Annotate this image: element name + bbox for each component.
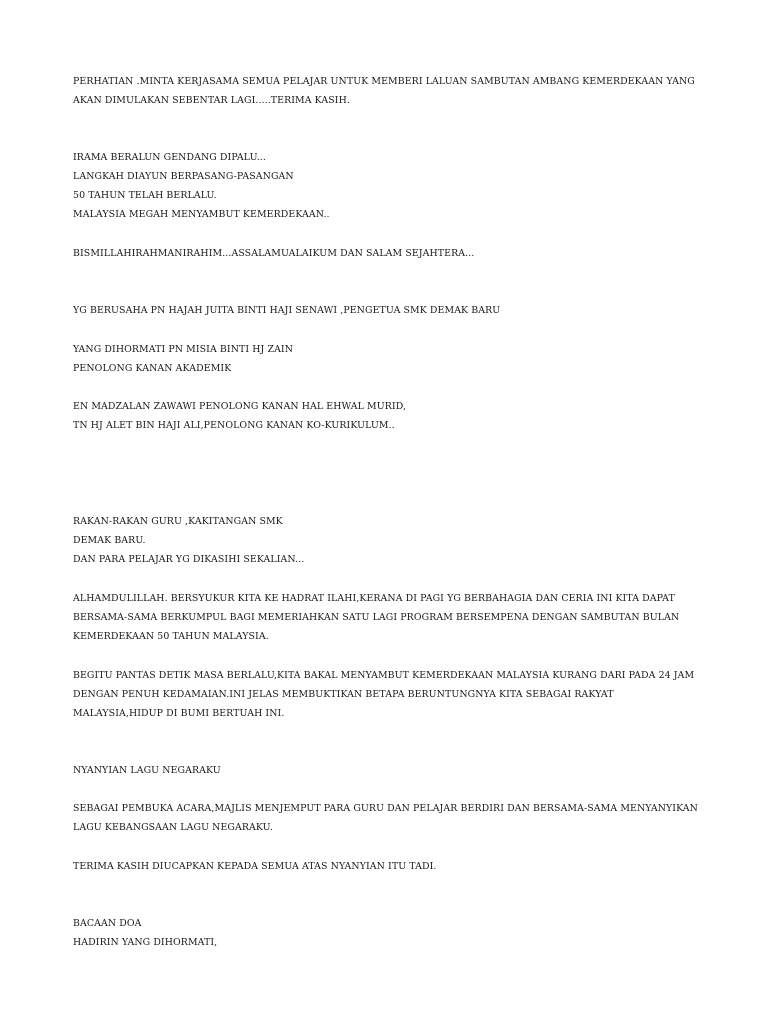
- document-line: YG BERUSAHA PN HAJAH JUITA BINTI HAJI SENAWI ,PENGETUA SMK DEMAK BARU: [73, 305, 501, 316]
- document-line: MALAYSIA MEGAH MENYAMBUT KEMERDEKAAN..: [73, 209, 330, 220]
- document-line: 50 TAHUN TELAH BERLALU.: [73, 190, 217, 201]
- document-line: DENGAN PENUH KEDAMAIAN.INI JELAS MEMBUKTIKAN BETAPA BERUNTUNGNYA KITA SEBAGAI RAKYAT: [73, 689, 614, 700]
- document-line: MALAYSIA,HIDUP DI BUMI BERTUAH INI.: [73, 708, 285, 719]
- document-line: DEMAK BARU.: [73, 535, 146, 546]
- document-line: IRAMA BERALUN GENDANG DIPALU...: [73, 152, 266, 163]
- document-line: LAGU KEBANGSAAN LAGU NEGARAKU.: [73, 822, 273, 833]
- document-line: TN HJ ALET BIN HAJI ALI,PENOLONG KANAN KO-KURIKULUM..: [73, 420, 395, 431]
- document-line: DAN PARA PELAJAR YG DIKASIHI SEKALIAN...: [73, 554, 305, 565]
- document-line: BERSAMA-SAMA BERKUMPUL BAGI MEMERIAHKAN SATU LAGI PROGRAM BERSEMPENA DENGAN SAMBUTAN BULAN: [73, 612, 680, 623]
- document-line: PENOLONG KANAN AKADEMIK: [73, 363, 232, 374]
- document-line: ALHAMDULILLAH. BERSYUKUR KITA KE HADRAT ILAHI,KERANA DI PAGI YG BERBAHAGIA DAN CERIA INI KITA DAPAT: [73, 593, 675, 604]
- document-line: BISMILLAHIRAHMANIRAHIM...ASSALAMUALAIKUM DAN SALAM SEJAHTERA...: [73, 248, 475, 259]
- document-line: PERHATIAN .MINTA KERJASAMA SEMUA PELAJAR UNTUK MEMBERI LALUAN SAMBUTAN AMBANG KEMERDEKAAN YANG: [73, 76, 695, 87]
- document-line: NYANYIAN LAGU NEGARAKU: [73, 765, 221, 776]
- document-line: TERIMA KASIH DIUCAPKAN KEPADA SEMUA ATAS NYANYIAN ITU TADI.: [73, 861, 437, 872]
- document-line: SEBAGAI PEMBUKA ACARA,MAJLIS MENJEMPUT PARA GURU DAN PELAJAR BERDIRI DAN BERSAMA-SAMA MENYANYIKAN: [73, 803, 698, 814]
- document-line: EN MADZALAN ZAWAWI PENOLONG KANAN HAL EHWAL MURID,: [73, 401, 407, 412]
- document-line: LANGKAH DIAYUN BERPASANG-PASANGAN: [73, 171, 294, 182]
- document-line: YANG DIHORMATI PN MISIA BINTI HJ ZAIN: [73, 344, 294, 355]
- document-line: BEGITU PANTAS DETIK MASA BERLALU,KITA BAKAL MENYAMBUT KEMERDEKAAN MALAYSIA KURANG DARI PADA 24 JAM: [73, 670, 695, 681]
- document-line: HADIRIN YANG DIHORMATI,: [73, 937, 218, 948]
- document-line: KEMERDEKAAN 50 TAHUN MALAYSIA.: [73, 631, 269, 642]
- document-line: AKAN DIMULAKAN SEBENTAR LAGI.....TERIMA KASIH.: [73, 95, 350, 106]
- document-line: RAKAN-RAKAN GURU ,KAKITANGAN SMK: [73, 516, 283, 527]
- document-line: BACAAN DOA: [73, 918, 142, 929]
